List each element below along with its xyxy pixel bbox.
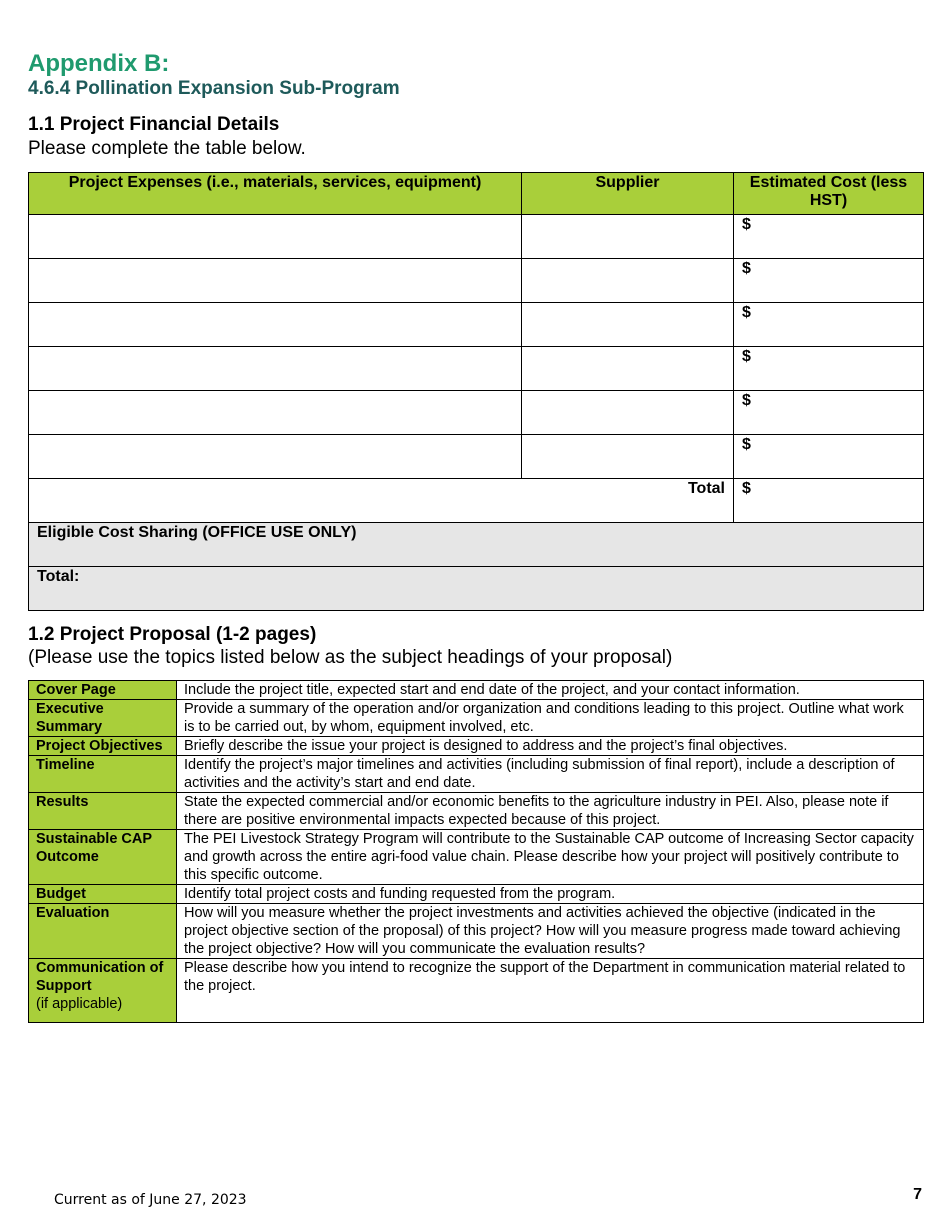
cost-input[interactable]: $: [734, 347, 924, 391]
expense-row: [29, 347, 924, 391]
office-total-label: Total:: [29, 567, 924, 611]
subprogram-title: 4.6.4 Pollination Expansion Sub-Program: [28, 78, 400, 99]
financial-heading: 1.1 Project Financial Details: [28, 114, 280, 135]
proposal-topic: Communication of Support: [36, 960, 164, 994]
office-use-row: [29, 523, 924, 567]
financial-table: [28, 172, 924, 611]
proposal-table: [28, 680, 924, 1023]
proposal-row: [29, 681, 924, 700]
supplier-input[interactable]: [522, 391, 734, 435]
total-cost-input[interactable]: $: [734, 479, 924, 523]
expense-row: [29, 215, 924, 259]
proposal-description: The PEI Livestock Strategy Program will contribute to the Sustainable CAP outcome of Increasing Sector capacity and growth across the entire agri-food value chain. Please describe how your project will positively contribute to this specific outcome.: [177, 830, 924, 885]
supplier-input[interactable]: [522, 347, 734, 391]
expense-input[interactable]: [29, 435, 522, 479]
proposal-row: [29, 793, 924, 830]
supplier-input[interactable]: [522, 303, 734, 347]
proposal-description: Briefly describe the issue your project is designed to address and the project’s final objectives.: [177, 737, 924, 756]
cost-input[interactable]: $: [734, 215, 924, 259]
col-header-supplier: Supplier: [522, 173, 734, 215]
expense-input[interactable]: [29, 215, 522, 259]
financial-instruction: Please complete the table below.: [28, 138, 306, 159]
supplier-input[interactable]: [522, 215, 734, 259]
proposal-topic: Results: [29, 793, 177, 830]
proposal-topic: Sustainable CAP Outcome: [29, 830, 177, 885]
cost-input[interactable]: $: [734, 259, 924, 303]
proposal-row: [29, 904, 924, 959]
proposal-row: [29, 737, 924, 756]
proposal-row: [29, 830, 924, 885]
page-number: 7: [913, 1186, 922, 1203]
expense-input[interactable]: [29, 347, 522, 391]
cost-input[interactable]: $: [734, 303, 924, 347]
expense-row: [29, 303, 924, 347]
proposal-topic: Project Objectives: [29, 737, 177, 756]
footer-date: Current as of June 27, 2023: [54, 1192, 247, 1208]
proposal-description: Include the project title, expected start and end date of the project, and your contact information.: [177, 681, 924, 700]
proposal-topic-note: (if applicable): [36, 996, 123, 1012]
supplier-input[interactable]: [522, 435, 734, 479]
expense-row: [29, 259, 924, 303]
proposal-row: [29, 756, 924, 793]
proposal-description: State the expected commercial and/or economic benefits to the agriculture industry in PEI. Also, please note if there are positive environmental impacts expected because of this project.: [177, 793, 924, 830]
expense-row: [29, 391, 924, 435]
proposal-topic: Executive Summary: [29, 700, 177, 737]
proposal-description: Identify total project costs and funding requested from the program.: [177, 885, 924, 904]
col-header-cost: Estimated Cost (less HST): [734, 173, 924, 215]
proposal-description: Provide a summary of the operation and/or organization and conditions leading to this project. Outline what work is to be carried out, by whom, equipment involved, etc.: [177, 700, 924, 737]
cost-input[interactable]: $: [734, 391, 924, 435]
proposal-row: [29, 959, 924, 1023]
proposal-instruction: (Please use the topics listed below as the subject headings of your proposal): [28, 647, 673, 668]
appendix-title: Appendix B:: [28, 50, 170, 77]
proposal-description: Identify the project’s major timelines and activities (including submission of final report), include a description of activities and the activity’s start and end date.: [177, 756, 924, 793]
total-row: [29, 479, 924, 523]
col-header-expenses: Project Expenses (i.e., materials, services, equipment): [29, 173, 522, 215]
total-label: Total: [29, 479, 734, 523]
financial-header-row: [29, 173, 924, 215]
supplier-input[interactable]: [522, 259, 734, 303]
expense-input[interactable]: [29, 259, 522, 303]
proposal-topic: Timeline: [29, 756, 177, 793]
proposal-topic-cell: [29, 959, 177, 1023]
office-use-label: Eligible Cost Sharing (OFFICE USE ONLY): [29, 523, 924, 567]
expense-input[interactable]: [29, 303, 522, 347]
expense-row: [29, 435, 924, 479]
proposal-row: [29, 885, 924, 904]
cost-input[interactable]: $: [734, 435, 924, 479]
proposal-topic: Evaluation: [29, 904, 177, 959]
expense-input[interactable]: [29, 391, 522, 435]
proposal-topic: Cover Page: [29, 681, 177, 700]
office-total-row: [29, 567, 924, 611]
proposal-description: How will you measure whether the project investments and activities achieved the objective (indicated in the project objective section of the proposal) of this project? How will you measure progress made toward achieving the project objective? How will you communicate the evaluation results?: [177, 904, 924, 959]
proposal-topic: Budget: [29, 885, 177, 904]
proposal-heading: 1.2 Project Proposal (1-2 pages): [28, 624, 317, 645]
proposal-description: Please describe how you intend to recognize the support of the Department in communication material related to the project.: [177, 959, 924, 1023]
proposal-row: [29, 700, 924, 737]
